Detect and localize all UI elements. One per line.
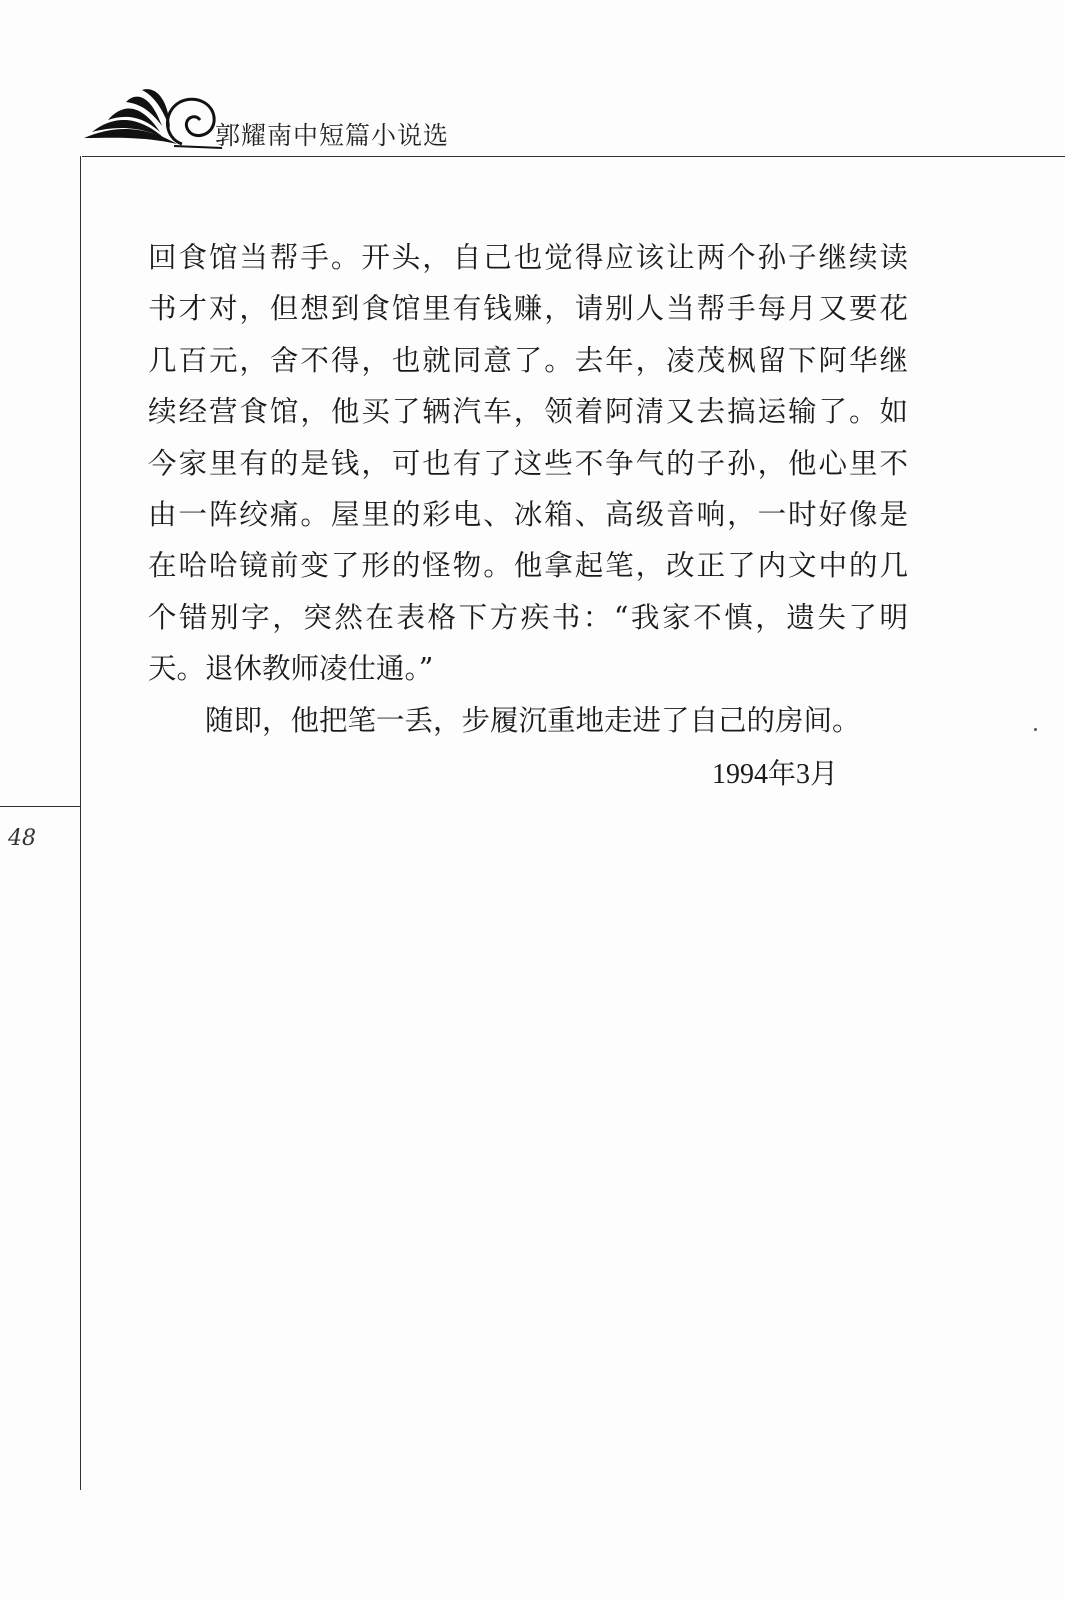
text-line: 天。退休教师凌仕通。” [148, 652, 434, 686]
margin-rule [80, 156, 81, 1490]
paragraph-line: 随即，他把笔一丢，步履沉重地走进了自己的房间。 [205, 703, 861, 737]
page-number: 48 [8, 826, 36, 851]
header-rule [82, 156, 1065, 157]
text-line: 个错别字，突然在表格下方疾书：“我家不慎，遗失了明 [148, 600, 908, 634]
page-number-rule [0, 806, 80, 807]
text-line: 回食馆当帮手。开头，自己也觉得应该让两个孙子继续读 [148, 241, 908, 274]
body-text [148, 232, 918, 746]
scan-speck [1034, 728, 1037, 731]
date-signature: 1994年3月 [712, 759, 839, 790]
text-line: 书才对，但想到食馆里有钱赚，请别人当帮手每月又要花 [148, 292, 908, 326]
text-line: 今家里有的是钱，可也有了这些不争气的子孙，他心里不 [148, 446, 908, 480]
text-line: 在哈哈镜前变了形的怪物。他拿起笔，改正了内文中的几 [148, 549, 908, 583]
text-line: 由一阵绞痛。屋里的彩电、冰箱、高级音响，一时好像是 [148, 498, 908, 532]
header-ornament-icon [82, 86, 232, 154]
text-line: 续经营食馆，他买了辆汽车，领着阿清又去搞运输了。如 [148, 395, 908, 429]
text-line: 几百元，舍不得，也就同意了。去年，凌茂枫留下阿华继 [148, 343, 908, 377]
running-title: 郭耀南中短篇小说选 [215, 121, 450, 150]
